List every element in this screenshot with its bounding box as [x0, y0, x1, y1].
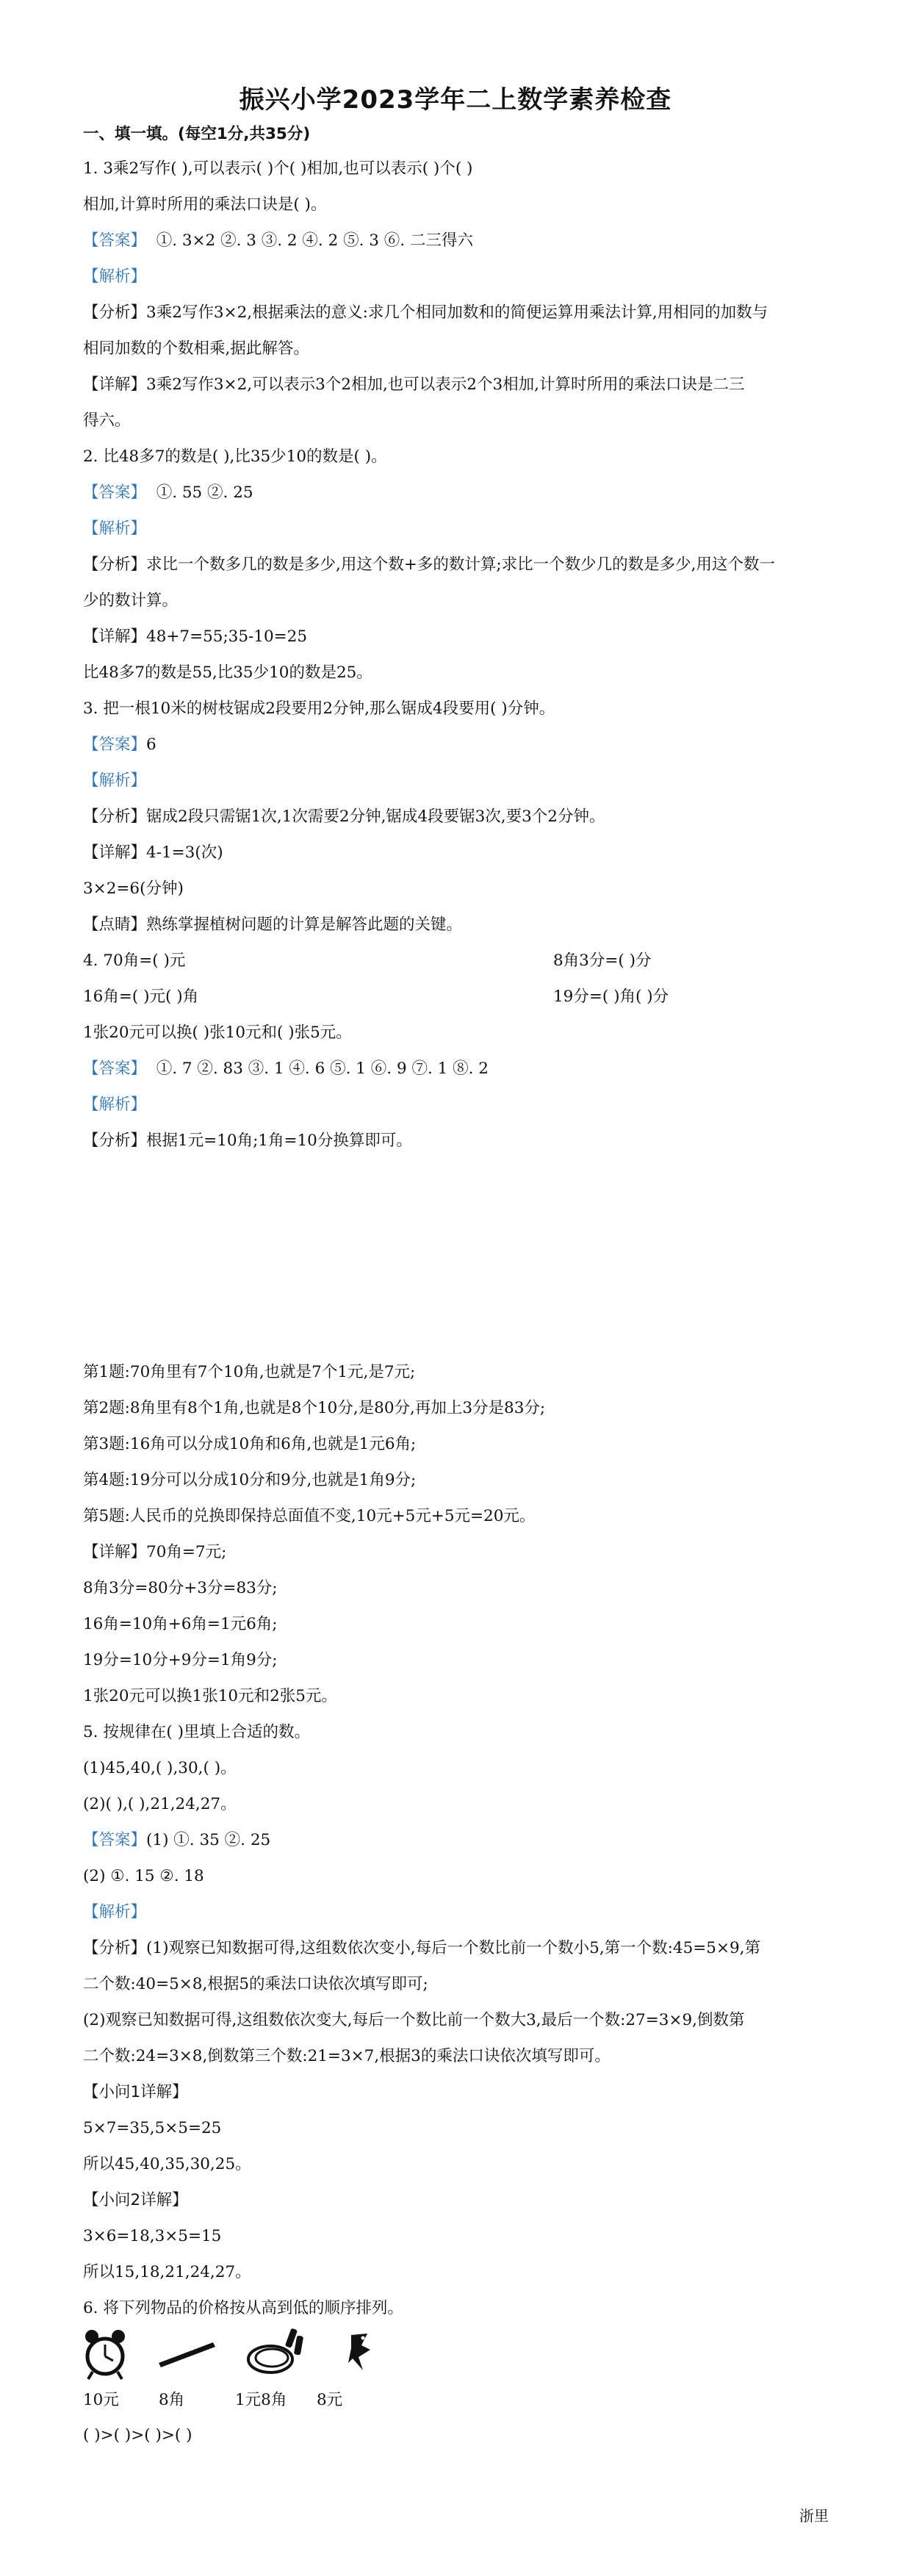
q5-sub2-result: 所以15,18,21,24,27。 — [83, 2263, 251, 2281]
q1-detail-2: 得六。 — [83, 411, 131, 430]
q5-answer-1 — [83, 1830, 829, 1852]
toy-bird-icon — [345, 2331, 375, 2373]
q4-topic-1: 第1题:70角里有7个10角,也就是7个1元,是7元; — [83, 1363, 416, 1381]
q3-point: 【点睛】熟练掌握植树问题的计算是解答此题的关键。 — [83, 915, 463, 934]
analysis-head: 【分析】 — [83, 555, 147, 574]
q1-analysis-tag: 【解析】 — [83, 267, 147, 286]
q6-order: ( )>( )>( )>( ) — [83, 2426, 192, 2444]
q4-analysis-1: 【分析】根据1元=10角;1角=10分换算即可。 — [83, 1132, 412, 1150]
q4-topic-3: 第3题:16角可以分成10角和6角,也就是1元6角; — [83, 1435, 417, 1453]
q5-sub2-head: 【小问2详解】 — [83, 2191, 188, 2209]
q5-analysis-4: 二个数:24=3×8,倒数第三个数:21=3×7,根据3的乘法口诀依次填写即可。 — [83, 2047, 611, 2065]
q5-sub1-head: 【小问1详解】 — [83, 2083, 188, 2101]
q5-sub1-result: 所以45,40,35,30,25。 — [83, 2155, 251, 2173]
detail-head: 【详解】 — [83, 843, 147, 862]
q4-topic-4: 第4题:19分可以分成10分和9分,也就是1角9分; — [83, 1471, 417, 1489]
q4-topic-5: 第5题:人民币的兑换即保持总面值不变,10元+5元+5元=20元。 — [83, 1507, 536, 1525]
answer-text: ①. 3×2 ②. 3 ③. 2 ④. 2 ⑤. 3 ⑥. 二三得六 — [156, 231, 473, 250]
answer-tag: 【答案】 — [83, 483, 147, 502]
price-clock: 10元 — [83, 2391, 119, 2409]
answer-tag: 【答案】 — [83, 1059, 147, 1078]
q4-line2: 16角=( )元( )角 19分=( )角( )分 — [83, 987, 669, 1006]
price-rope: 1元8角 — [235, 2391, 287, 2409]
q1-analysis-1: 【分析】3乘2写作3×2,根据乘法的意义:求几个相同加数和的简便运算用乘法计算,用相同的加数与 — [83, 303, 768, 322]
alarm-clock-icon — [82, 2329, 128, 2381]
q4-detail-1: 【详解】70角=7元; — [83, 1543, 227, 1561]
answer-tag: 【答案】 — [83, 231, 147, 250]
q5-sub2: (2)( ),( ),21,24,27。 — [83, 1795, 237, 1813]
q1-analysis-2: 相同加数的个数相乘,据此解答。 — [83, 339, 309, 358]
answer-text: ①. 55 ②. 25 — [156, 483, 253, 502]
answer-tag: 【答案】 — [83, 1831, 147, 1849]
q5-analysis-tag: 【解析】 — [83, 1903, 147, 1921]
jump-rope-icon — [242, 2325, 306, 2381]
q3-calc: 3×2=6(分钟) — [83, 879, 184, 898]
analysis-head: 【分析】 — [83, 1132, 147, 1150]
answer-tag: 【答案】 — [83, 735, 147, 754]
detail-head: 【详解】 — [83, 1543, 147, 1561]
price-ruler: 8角 — [159, 2391, 185, 2409]
q2-answer — [83, 482, 829, 504]
q2-analysis-tag: 【解析】 — [83, 519, 147, 538]
page-title: 振兴小学2023学年二上数学素养检查 — [239, 85, 672, 115]
q5-line1: 5. 按规律在( )里填上合适的数。 — [83, 1723, 310, 1741]
q3-detail-1: 【详解】4-1=3(次) — [83, 843, 223, 862]
q4-analysis-tag: 【解析】 — [83, 1095, 147, 1114]
answer-text: ①. 7 ②. 83 ③. 1 ④. 6 ⑤. 1 ⑥. 9 ⑦. 1 ⑧. 2 — [156, 1059, 489, 1078]
q2-conclusion: 比48多7的数是55,比35少10的数是25。 — [83, 663, 372, 682]
q5-answer-2: (2) ①. 15 ②. 18 — [83, 1867, 204, 1885]
q2-analysis-2: 少的数计算。 — [83, 591, 179, 610]
q5-analysis-2: 二个数:40=5×8,根据5的乘法口诀依次填写即可; — [83, 1975, 428, 1993]
q5-sub2-calc: 3×6=18,3×5=15 — [83, 2227, 222, 2245]
detail-head: 【详解】 — [83, 375, 147, 394]
q3-line1: 3. 把一根10米的树枝锯成2段要用2分钟,那么锯成4段要用( )分钟。 — [83, 699, 555, 718]
q3-analysis-1: 【分析】锯成2段只需锯1次,1次需要2分钟,锯成4段要锯3次,要3个2分钟。 — [83, 807, 605, 826]
q5-analysis-1: 【分析】(1)观察已知数据可得,这组数依次变小,每后一个数比前一个数小5,第一个数:45=5×9,第 — [83, 1939, 760, 1957]
q4-detail-3: 16角=10角+6角=1元6角; — [83, 1615, 278, 1633]
q4-detail-4: 19分=10分+9分=1角9分; — [83, 1651, 278, 1669]
q2-line1: 2. 比48多7的数是( ),比35少10的数是( )。 — [83, 447, 387, 466]
q5-sub1: (1)45,40,( ),30,( )。 — [83, 1759, 237, 1777]
q4-line3: 1张20元可以换( )张10元和( )张5元。 — [83, 1023, 352, 1042]
q4-detail-2: 8角3分=80分+3分=83分; — [83, 1579, 278, 1597]
q2-detail-1: 【详解】48+7=55;35-10=25 — [83, 627, 308, 646]
q1-answer — [83, 230, 829, 252]
q6-line1: 6. 将下列物品的价格按从高到低的顺序排列。 — [83, 2299, 403, 2317]
q1-line1: 1. 3乘2写作( ),可以表示( )个( )相加,也可以表示( )个( ) — [83, 159, 473, 178]
answer-text: 6 — [146, 735, 156, 754]
q4-topic-2: 第2题:8角里有8个1角,也就是8个10分,是80分,再加上3分是83分; — [83, 1399, 546, 1417]
ruler-icon — [156, 2338, 217, 2367]
q4-answer — [83, 1058, 829, 1080]
q3-answer — [83, 734, 829, 756]
detail-head: 【详解】 — [83, 627, 147, 646]
answer-text: (1) ①. 35 ②. 25 — [146, 1831, 271, 1849]
analysis-head: 【分析】 — [83, 1939, 147, 1957]
q3-analysis-tag: 【解析】 — [83, 771, 147, 790]
q1-line2: 相加,计算时所用的乘法口诀是( )。 — [83, 195, 327, 214]
price-bird: 8元 — [317, 2391, 343, 2409]
q4-detail-5: 1张20元可以换1张10元和2张5元。 — [83, 1687, 337, 1705]
point-head: 【点睛】 — [83, 915, 147, 934]
q4-line1: 4. 70角=( )元 8角3分=( )分 — [83, 951, 652, 970]
analysis-head: 【分析】 — [83, 807, 147, 826]
q2-analysis-1: 【分析】求比一个数多几的数是多少,用这个数+多的数计算;求比一个数少几的数是多少,用这个数一 — [83, 555, 775, 574]
analysis-head: 【分析】 — [83, 303, 147, 322]
q5-analysis-3: (2)观察已知数据可得,这组数依次变大,每后一个数比前一个数大3,最后一个数:27=3×9,倒数第 — [83, 2011, 745, 2029]
footer-mark: 浙里 — [799, 2507, 829, 2525]
q1-detail-1: 【详解】3乘2写作3×2,可以表示3个2相加,也可以表示2个3相加,计算时所用的乘法口诀是二三 — [83, 375, 745, 394]
section-heading: 一、填一填。(每空1分,共35分) — [83, 125, 311, 143]
q5-sub1-calc: 5×7=35,5×5=25 — [83, 2119, 222, 2137]
